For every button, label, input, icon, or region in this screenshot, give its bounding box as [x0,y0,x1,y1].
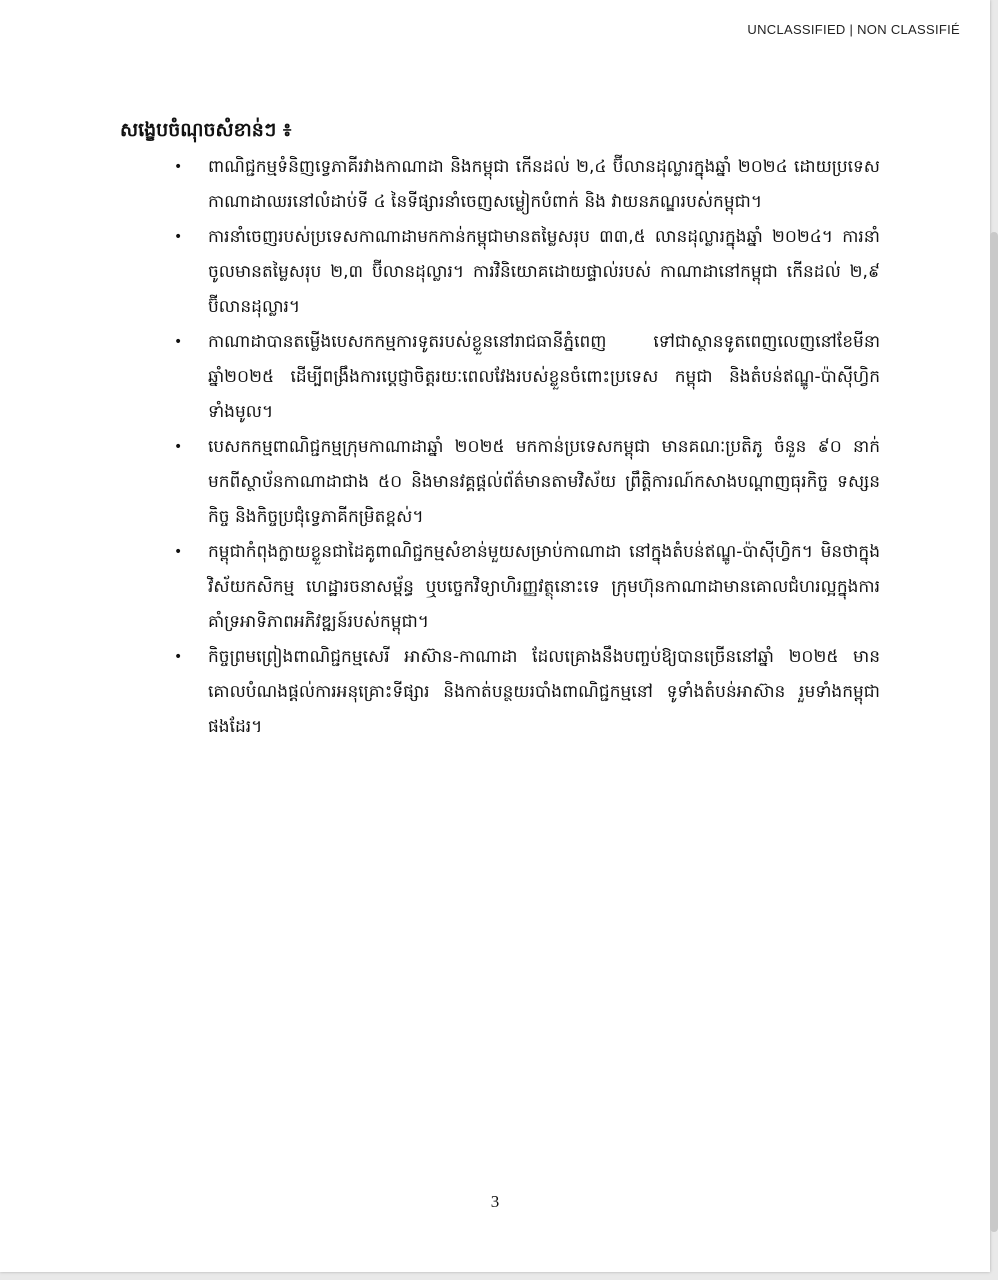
bullet-icon: • [174,544,183,560]
list-item-text: កាណាដាបានតម្លើងបេសកកម្មការទូតរបស់ខ្លួននៅរាជធានីភ្នំពេញ ទៅជាស្ថានទូតពេញលេញនៅខែមីនា ឆ្នាំ២០២៥ ដើម្បីពង្រឹងការប្តេជ្ញាចិត្តរយៈពេលវែងរបស់ខ្លួនចំពោះប្រទេស កម្ពុជា និងតំបន់ឥណ្ឌូ-ប៉ាស៊ីហ្វិកទាំងមូល។ [208,332,880,422]
list-item [168,150,880,220]
bullet-icon: • [174,159,183,175]
classification-label: UNCLASSIFIED | NON CLASSIFIÉ [747,22,960,37]
scrollbar[interactable] [990,232,998,1232]
list-item-text: កម្ពុជាកំពុងក្លាយខ្លួនជាដៃគូពាណិជ្ជកម្មសំខាន់មួយសម្រាប់កាណាដា នៅក្នុងតំបន់ឥណ្ឌូ-ប៉ាស៊ីហ្វិក។ មិនថាក្នុងវិស័យកសិកម្ម ហេដ្ឋារចនាសម្ព័ន្ធ ឬបច្ចេកវិទ្យាហិរញ្ញវត្ថុនោះទេ ក្រុមហ៊ុនកាណាដាមានគោលជំហរល្អក្នុងការគាំទ្រអាទិភាពអភិវឌ្ឍន៍របស់កម្ពុជា។ [208,542,880,632]
list-item [168,640,880,745]
bullet-icon: • [174,229,183,245]
list-item [168,325,880,430]
list-item-text: ការនាំចេញរបស់ប្រទេសកាណាដាមកកាន់កម្ពុជាមានតម្លៃសរុប ៣៣,៥ លានដុល្លារក្នុងឆ្នាំ ២០២៤។ ការនាំចូលមានតម្លៃសរុប ២,៣ ប៊ីលានដុល្លារ។ ការវិនិយោគដោយផ្ទាល់របស់ កាណាដានៅកម្ពុជា កើនដល់ ២,៩ ប៊ីលានដុល្លារ។ [208,227,880,317]
section-heading: សង្ខេបចំណុចសំខាន់ៗ ៖ [120,119,292,141]
bullet-icon: • [174,334,183,350]
key-points-list [168,150,880,745]
list-item [168,430,880,535]
list-item [168,220,880,325]
list-item-text: កិច្ចព្រមព្រៀងពាណិជ្ជកម្មសេរី អាស៊ាន-កាណាដា ដែលគ្រោងនឹងបញ្ចប់ឱ្យបានច្រើននៅឆ្នាំ ២០២៥ មានគោលបំណងផ្តល់ការអនុគ្រោះទីផ្សារ និងកាត់បន្ថយរបាំងពាណិជ្ជកម្មនៅ ទូទាំងតំបន់អាស៊ាន រួមទាំងកម្ពុជាផងដែរ។ [208,647,880,737]
bullet-icon: • [174,439,183,455]
list-item-text: ពាណិជ្ជកម្មទំនិញទ្វេភាគីរវាងកាណាដា និងកម្ពុជា កើនដល់ ២,៤ ប៊ីលានដុល្លារក្នុងឆ្នាំ ២០២៤ ដោយប្រទេសកាណាដាឈរនៅលំដាប់ទី ៤ នៃទីផ្សារនាំចេញសម្លៀកបំពាក់ និង វាយនភណ្ឌរបស់កម្ពុជា។ [208,157,880,212]
bullet-icon: • [174,649,183,665]
page-number: 3 [490,1192,500,1211]
list-item [168,535,880,640]
list-item-text: បេសកកម្មពាណិជ្ជកម្មក្រុមកាណាដាឆ្នាំ ២០២៥ មកកាន់ប្រទេសកម្ពុជា មានគណៈប្រតិភូ ចំនួន ៩០ នាក់ មកពីស្ថាប័នកាណាដាជាង ៥០ និងមានវគ្គផ្តល់ព័ត៌មានតាមវិស័យ ព្រឹត្តិការណ៍កសាងបណ្តាញធុរកិច្ច ទស្សនកិច្ច និងកិច្ចប្រជុំទ្វេភាគីកម្រិតខ្ពស់។ [208,437,880,527]
